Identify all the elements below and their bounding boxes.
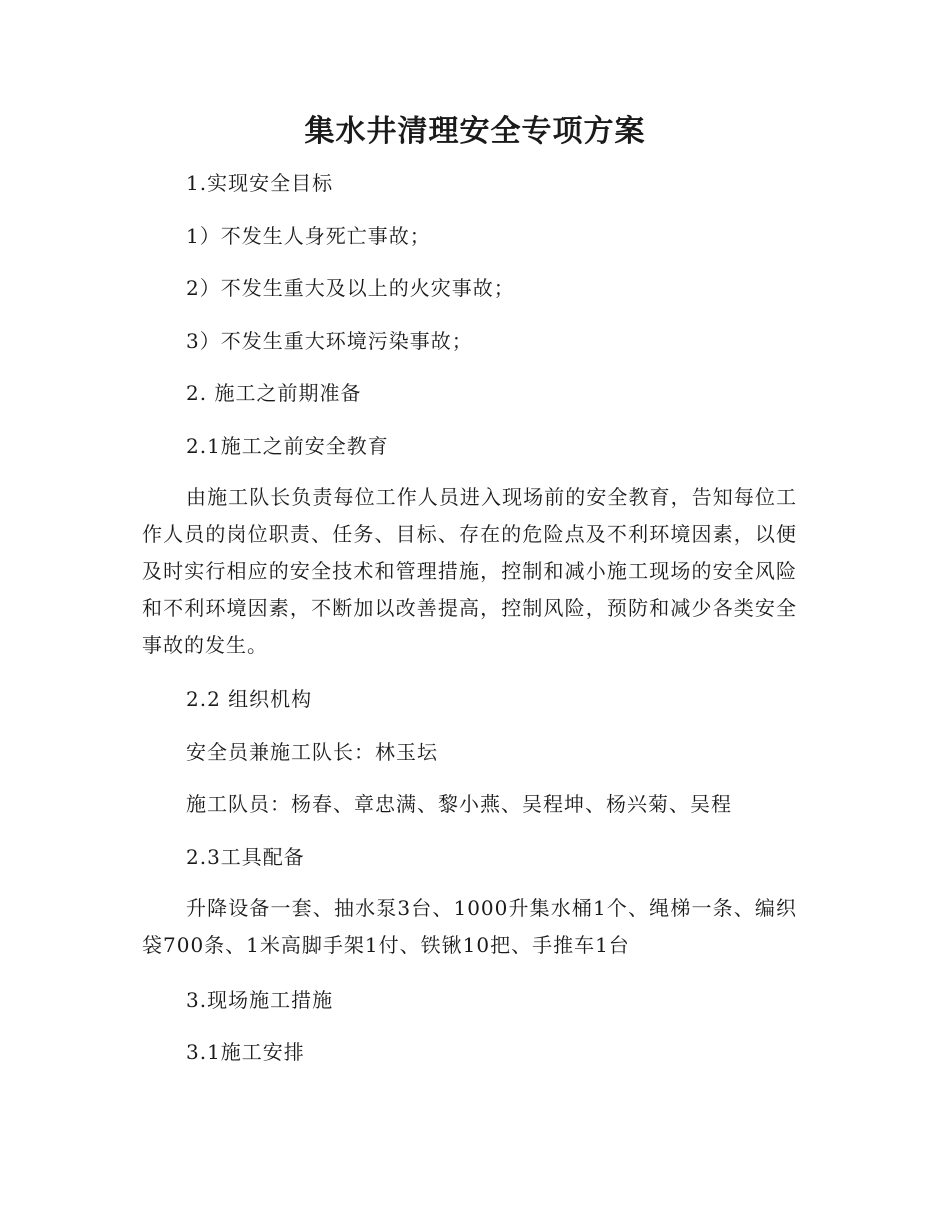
goal-item-1: 1）不发生人身死亡事故； (186, 224, 431, 248)
section-2-1-heading: 2.1施工之前安全教育 (186, 434, 389, 458)
team-leader-line: 安全员兼施工队长：林玉坛 (186, 740, 438, 764)
section-2-2-heading: 2.2 组织机构 (186, 687, 313, 711)
section-3-heading: 3.现场施工措施 (186, 988, 334, 1012)
section-2-heading: 2. 施工之前期准备 (186, 381, 362, 405)
safety-education-paragraph: 由施工队长负责每位工作人员进入现场前的安全教育，告知每位工作人员的岗位职责、任务、目标、存在的危险点及不利环境因素，以便及时实行相应的安全技术和管理措施，控制和减小施工现场的安全风险和不利环境因素，不断加以改善提高，控制风险，预防和减少各类安全事故的发生。 (142, 485, 797, 657)
section-2-3-heading: 2.3工具配备 (186, 845, 305, 869)
tools-paragraph: 升降设备一套、抽水泵3台、1000升集水桶1个、绳梯一条、编织袋700条、1米高脚手架1付、铁锹10把、手推车1台 (142, 896, 797, 957)
team-members-line: 施工队员：杨春、章忠满、黎小燕、吴程坤、杨兴菊、吴程 (186, 792, 732, 816)
goal-item-2: 2）不发生重大及以上的火灾事故； (186, 276, 515, 300)
goal-item-3: 3）不发生重大环境污染事故； (186, 329, 473, 353)
section-3-1-heading: 3.1施工安排 (186, 1040, 305, 1064)
document-title: 集水井清理安全专项方案 (304, 114, 646, 149)
section-1-heading: 1.实现安全目标 (186, 171, 334, 195)
